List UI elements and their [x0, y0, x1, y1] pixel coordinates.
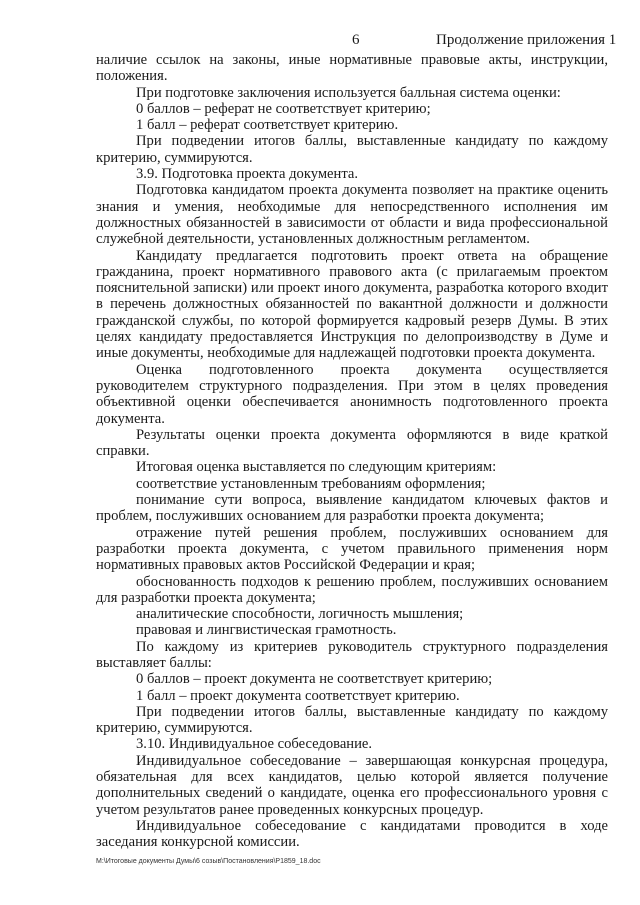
paragraph: Итоговая оценка выставляется по следующим критериям: — [136, 459, 497, 476]
paragraph: По каждому из критериев руководитель структурного подразделения выставляет баллы: — [96, 638, 608, 671]
paragraph: Подготовка кандидатом проекта документа позволяет на практике оценить знания и умения, необходимые для непосредственного исполнения им должностных обязанностей в зависимости от области и вида профессиональной служебной деятельности, установленных должностным регламентом. — [96, 182, 608, 248]
section-heading: 3.10. Индивидуальное собеседование. — [136, 736, 373, 753]
paragraph: Индивидуальное собеседование с кандидатами проводится в ходе заседания конкурсной комиссии. — [96, 817, 608, 851]
criterion-item: соответствие установленным требованиям оформления; — [136, 475, 486, 492]
document-body — [96, 52, 608, 851]
criterion-item: аналитические способности, логичность мышления; — [136, 606, 464, 623]
criterion-item: отражение путей решения проблем, послуживших основанием для разработки проекта документа, с учетом правильного применения норм нормативных правовых актов Российской Федерации и края; — [96, 524, 608, 574]
paragraph: Индивидуальное собеседование – завершающая конкурсная процедура, обязательная для всех кандидатов, целью которой является получение дополнительных сведений о кандидате, оценка его профессионального уровня с учетом результатов ранее проведенных конкурсных процедур. — [96, 752, 608, 818]
paragraph: При подготовке заключения используется балльная система оценки: — [136, 84, 561, 101]
paragraph: 0 баллов – реферат не соответствует критерию; — [136, 100, 431, 117]
paragraph: 1 балл – проект документа соответствует критерию. — [136, 687, 460, 704]
paragraph: Результаты оценки проекта документа оформляются в виде краткой справки. — [96, 426, 608, 460]
criterion-item: понимание сути вопроса, выявление кандидатом ключевых фактов и проблем, послуживших основанием для разработки проекта документа; — [96, 492, 608, 525]
paragraph: При подведении итогов баллы, выставленные кандидату по каждому критерию, суммируются. — [96, 703, 608, 737]
criterion-item: обоснованность подходов к решению проблем, послуживших основанием для разработки проекта документа; — [96, 573, 608, 606]
section-heading: 3.9. Подготовка проекта документа. — [136, 166, 359, 183]
paragraph: 0 баллов – проект документа не соответствует критерию; — [136, 671, 493, 688]
paragraph: наличие ссылок на законы, иные нормативные правовые акты, инструкции, положения. — [96, 52, 608, 85]
page-number: 6 — [352, 32, 360, 48]
page-header — [0, 32, 640, 50]
file-path-footer: M:\Итоговые документы Думы\6 созыв\Постановления\P1859_18.doc — [96, 858, 321, 865]
paragraph: Оценка подготовленного проекта документа осуществляется руководителем структурного подразделения. При этом в целях проведения объективной оценки обеспечивается анонимность подготовленного проекта документа. — [96, 361, 608, 427]
paragraph: Кандидату предлагается подготовить проект ответа на обращение гражданина, проект нормативного правового акта (с прилагаемым проектом пояснительной записки) или проект иного документа, разработка которого входит в перечень должностных обязанностей по вакантной должности и должности гражданской службы, по которой формируется кадровый резерв Думы. В этих целях кандидату предоставляется Инструкция по делопроизводству в Думе и иные документы, необходимые для надлежащей подготовки проекта документа. — [96, 247, 608, 362]
appendix-continuation-label: Продолжение приложения 1 — [436, 32, 617, 48]
criterion-item: правовая и лингвистическая грамотность. — [136, 622, 397, 639]
paragraph: При подведении итогов баллы, выставленные кандидату по каждому критерию, суммируются. — [96, 133, 608, 166]
paragraph: 1 балл – реферат соответствует критерию. — [136, 117, 399, 134]
